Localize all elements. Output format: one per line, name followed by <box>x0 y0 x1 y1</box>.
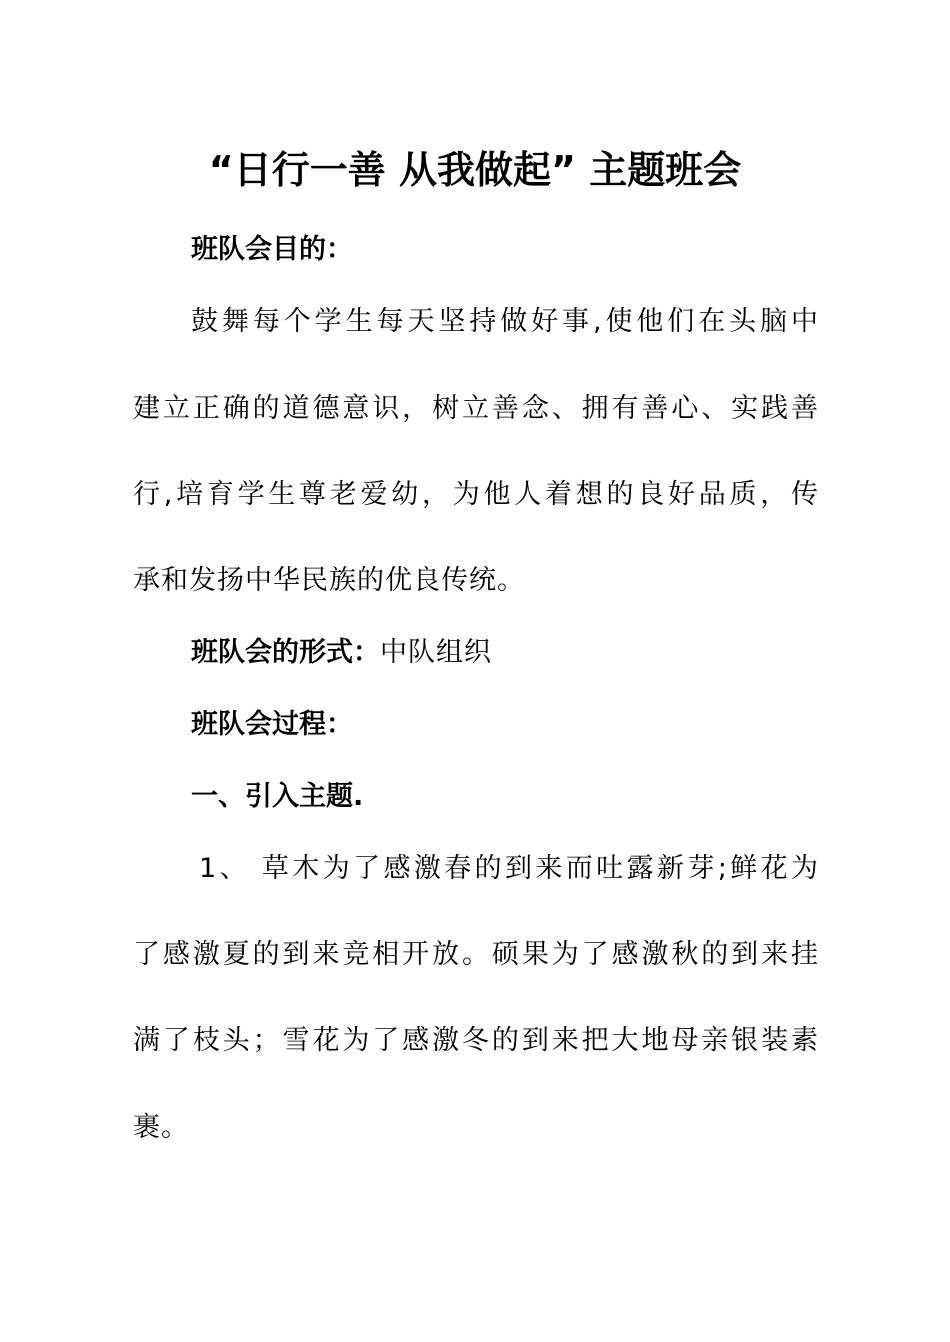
purpose-heading: 班队会目的： <box>191 234 353 265</box>
item-1-line-3: 满了枝头；雪花为了感激冬的到来把大地母亲银装素 <box>133 1025 819 1056</box>
section-1-heading: 一、引入主题. <box>191 781 364 812</box>
form-line <box>191 633 492 673</box>
purpose-line-3: 行,培育学生尊老爱幼，为他人着想的良好品质，传 <box>133 479 819 510</box>
purpose-line-4: 承和发扬中华民族的优良传统。 <box>133 565 525 596</box>
purpose-line-1: 鼓舞每个学生每天坚持做好事,使他们在头脑中 <box>191 306 819 337</box>
process-heading: 班队会过程： <box>191 709 353 740</box>
form-value: 中队组织 <box>380 637 492 668</box>
item-1-line-1: 1、 草木为了感激春的到来而吐露新芽;鲜花为 <box>199 853 819 884</box>
item-1-line-2: 了感激夏的到来竞相开放。硕果为了感激秋的到来挂 <box>133 939 819 970</box>
item-1-line-4: 裹。 <box>133 1112 189 1143</box>
form-heading: 班队会的形式： <box>191 637 380 668</box>
page-title: “日行一善 从我做起” 主题班会 <box>208 148 742 192</box>
purpose-line-2: 建立正确的道德意识，树立善念、拥有善心、实践善 <box>133 393 819 424</box>
